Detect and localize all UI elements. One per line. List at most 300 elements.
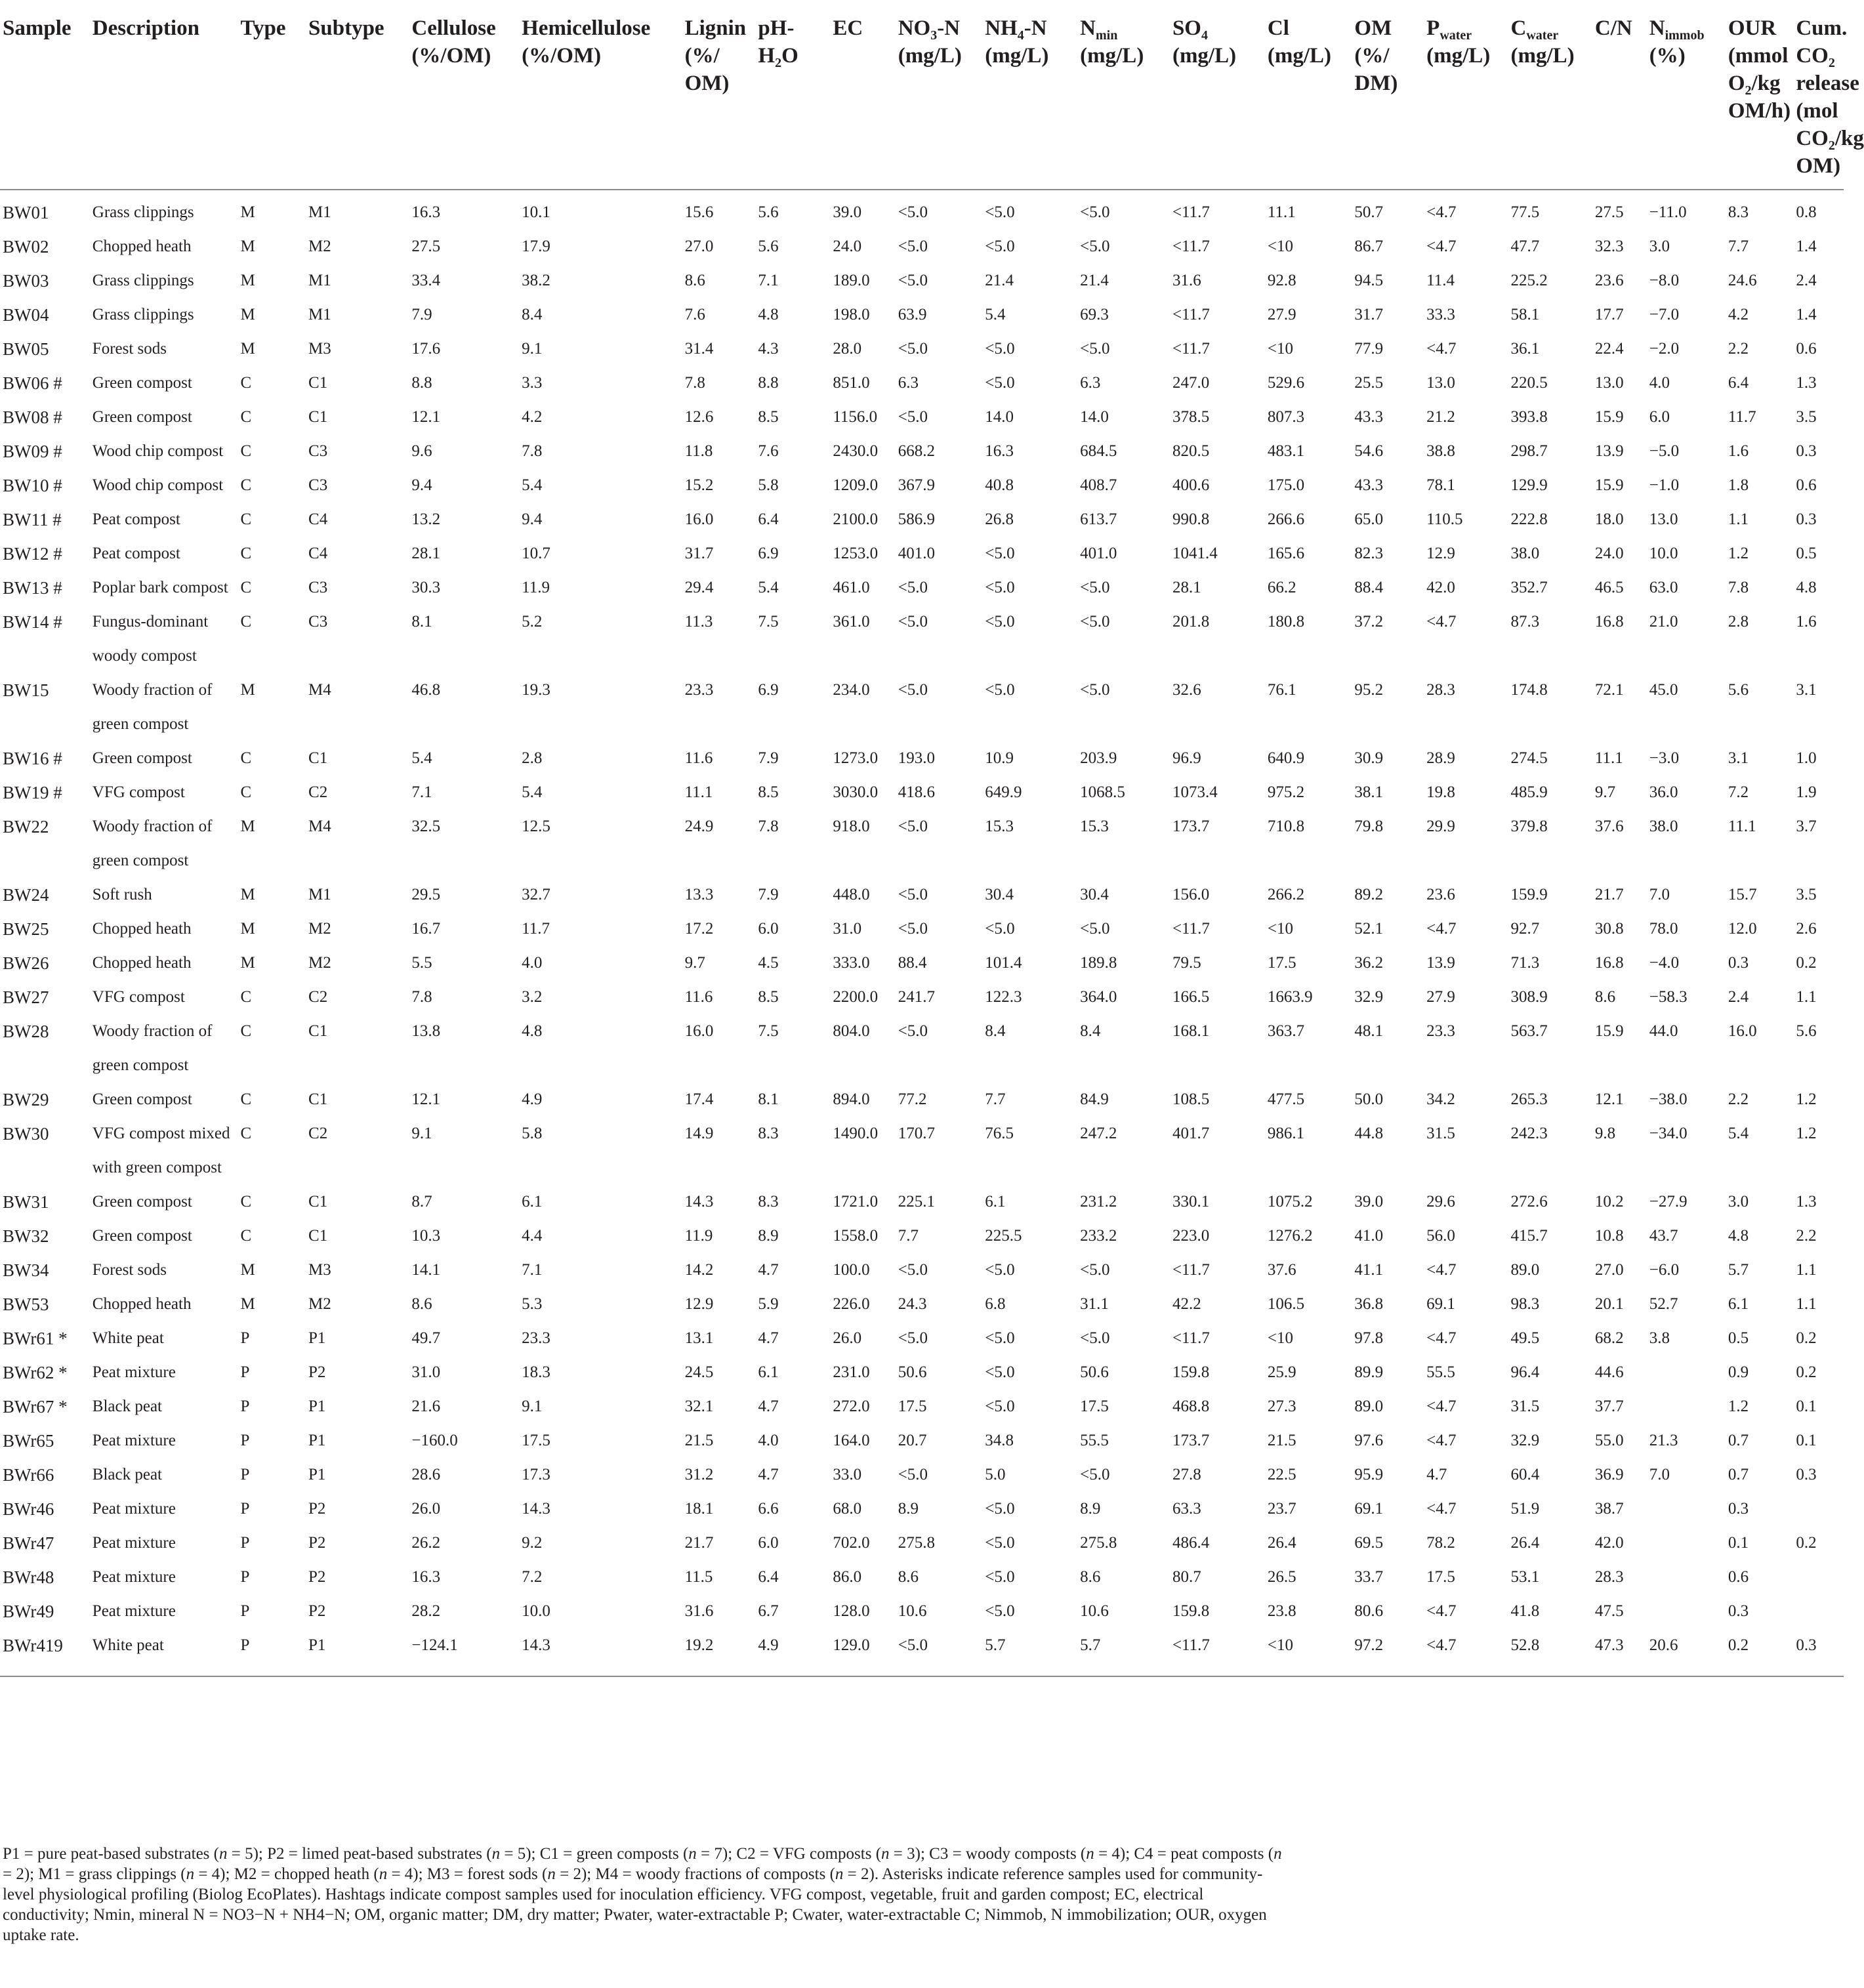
cell-nimmob: 21.0 (1649, 613, 1678, 631)
cell-desc: Peat compost (92, 510, 180, 528)
cell-om: 97.6 (1354, 1432, 1384, 1449)
cell-ph: 8.8 (758, 374, 779, 392)
cell-co2: 1.1 (1796, 1261, 1817, 1279)
cell-pwater: 55.5 (1426, 1363, 1455, 1381)
cell-hemicellulose: 6.1 (522, 1193, 543, 1211)
col-header-so4: $SO_4$ (mg/L) (1172, 0, 1268, 190)
cell-ec: 1490.0 (833, 1125, 879, 1142)
cell-om: 69.1 (1354, 1500, 1384, 1518)
table-row (0, 1083, 1844, 1117)
cell-om: 52.1 (1354, 920, 1384, 938)
cell-om: 89.2 (1354, 886, 1384, 903)
cell-our: 24.6 (1728, 272, 1757, 289)
cell-ec: 1253.0 (833, 545, 879, 562)
cell-no3: 275.8 (898, 1534, 935, 1552)
cell-cwater: 26.4 (1510, 1534, 1540, 1552)
cell-nh4: <5.0 (985, 1568, 1015, 1586)
table-row (0, 1424, 1844, 1458)
cell-hemicellulose: 4.9 (522, 1090, 543, 1108)
cell-subtype: M3 (308, 1261, 331, 1279)
cell-no3: 367.9 (898, 476, 935, 494)
cell-so4: 820.5 (1172, 442, 1210, 460)
cell-desc: Peat mixture (92, 1363, 176, 1381)
cell-cn: 20.1 (1594, 1295, 1624, 1313)
cell-cellulose: 13.8 (411, 1022, 441, 1040)
cell-nimmob: −58.3 (1649, 988, 1688, 1006)
cell-nimmob: −27.9 (1649, 1193, 1688, 1211)
cell-om: 95.2 (1354, 681, 1384, 699)
cell-cn: 36.9 (1594, 1466, 1624, 1483)
cell-sample: BW05 (3, 339, 49, 359)
cell-subtype: M1 (308, 306, 331, 323)
cell-cn: 22.4 (1594, 340, 1624, 358)
cell-om: 54.6 (1354, 442, 1384, 460)
cell-so4: 80.7 (1172, 1568, 1201, 1586)
cell-cwater: 53.1 (1510, 1568, 1540, 1586)
cell-ec: 2100.0 (833, 510, 879, 528)
cell-so4: <11.7 (1172, 340, 1210, 358)
cell-om: 39.0 (1354, 1193, 1384, 1211)
cell-ec: 272.0 (833, 1398, 870, 1415)
cell-type: C (240, 749, 252, 767)
cell-pwater: 21.2 (1426, 408, 1455, 426)
cell-om: 89.9 (1354, 1363, 1384, 1381)
cell-type: M (240, 203, 255, 221)
cell-pwater: <4.7 (1426, 1398, 1457, 1415)
cell-so4: 201.8 (1172, 613, 1210, 631)
cell-sample: BW15 (3, 680, 49, 700)
cell-cl: 106.5 (1267, 1295, 1305, 1313)
cell-desc: Green compost (92, 1193, 192, 1211)
cell-cn: 37.6 (1594, 818, 1624, 835)
cell-no3: 10.6 (898, 1602, 927, 1620)
cell-nmin: 364.0 (1080, 988, 1117, 1006)
cell-cellulose: 28.2 (411, 1602, 441, 1620)
cell-our: 7.8 (1728, 579, 1749, 596)
cell-pwater: 110.5 (1426, 510, 1463, 528)
cell-nimmob (1649, 1594, 1728, 1628)
cell-sample: BWr62 * (3, 1363, 68, 1382)
cell-hemicellulose: 14.3 (522, 1500, 550, 1518)
cell-co2: 2.4 (1796, 272, 1817, 289)
table-row (0, 1594, 1844, 1628)
cell-om: 94.5 (1354, 272, 1384, 289)
cell-hemicellulose: 9.2 (522, 1534, 543, 1552)
cell-cl: 1663.9 (1267, 988, 1313, 1006)
cell-cwater: 92.7 (1510, 920, 1540, 938)
cell-nimmob: 63.0 (1649, 579, 1678, 596)
cell-sample: BWr47 (3, 1533, 54, 1553)
cell-sample: BW02 (3, 237, 49, 257)
cell-subtype: M3 (308, 340, 331, 358)
cell-cl: <10 (1267, 920, 1293, 938)
cell-so4: 63.3 (1172, 1500, 1201, 1518)
cell-om: 48.1 (1354, 1022, 1384, 1040)
table-row (0, 1492, 1844, 1526)
col-header-co2: Cum. $CO_2$ release (mol $CO_2/kg$ OM) (1796, 0, 1844, 190)
cell-desc: Chopped heath (92, 238, 192, 255)
cell-nimmob: 7.0 (1649, 1466, 1670, 1483)
cell-lignin: 9.7 (684, 954, 705, 972)
cell-hemicellulose: 5.2 (522, 613, 543, 631)
cell-ec: 28.0 (833, 340, 862, 358)
cell-ph: 6.1 (758, 1363, 779, 1381)
cell-lignin: 12.9 (684, 1295, 714, 1313)
cell-cn: 17.7 (1594, 306, 1624, 323)
cell-nh4: 5.0 (985, 1466, 1006, 1483)
cell-nh4: 6.8 (985, 1295, 1006, 1313)
cell-no3: <5.0 (898, 340, 928, 358)
cell-type: P (240, 1329, 250, 1347)
cell-nmin: 233.2 (1080, 1227, 1117, 1245)
cell-cl: 483.1 (1267, 442, 1305, 460)
cell-co2: 0.5 (1796, 545, 1817, 562)
cell-type: C (240, 783, 252, 801)
cell-nmin: 684.5 (1080, 442, 1117, 460)
cell-nh4: 7.7 (985, 1090, 1006, 1108)
cell-ec: 1558.0 (833, 1227, 879, 1245)
cell-no3: <5.0 (898, 203, 928, 221)
cell-lignin: 29.4 (684, 579, 714, 596)
cell-om: 97.8 (1354, 1329, 1384, 1347)
cell-nimmob (1649, 1390, 1728, 1424)
cell-cellulose: 7.8 (411, 988, 432, 1006)
cell-our: 0.2 (1728, 1628, 1796, 1676)
cell-om: 95.9 (1354, 1466, 1384, 1483)
cell-nmin: 401.0 (1080, 545, 1117, 562)
cell-om: 50.7 (1354, 203, 1384, 221)
cell-no3: <5.0 (898, 1261, 928, 1279)
cell-ph: 8.5 (758, 408, 779, 426)
cell-co2: 0.2 (1796, 1329, 1817, 1347)
cell-nimmob: −8.0 (1649, 272, 1680, 289)
cell-our: 16.0 (1728, 1022, 1757, 1040)
table-row (0, 1356, 1844, 1390)
cell-hemicellulose: 8.4 (522, 306, 543, 323)
cell-pwater: <4.7 (1426, 1329, 1457, 1347)
cell-cellulose: 28.1 (411, 545, 441, 562)
cell-cl: 710.8 (1267, 818, 1305, 835)
cell-subtype: C1 (308, 408, 328, 426)
cell-cwater: 159.9 (1510, 886, 1548, 903)
cell-ph: 4.7 (758, 1329, 779, 1347)
cell-ph: 7.6 (758, 442, 779, 460)
cell-subtype: P1 (308, 1628, 411, 1676)
cell-cwater: 96.4 (1510, 1363, 1540, 1381)
cell-cellulose: 7.9 (411, 306, 432, 323)
cell-subtype: P1 (308, 1432, 326, 1449)
cell-pwater: <4.7 (1426, 238, 1457, 255)
cell-cn: 9.8 (1594, 1125, 1616, 1142)
cell-desc: Peat mixture (92, 1500, 176, 1518)
cell-cn: 47.5 (1594, 1602, 1624, 1620)
cell-desc: Green compost (92, 1227, 192, 1245)
cell-subtype: C3 (308, 442, 328, 460)
cell-hemicellulose: 23.3 (522, 1329, 550, 1347)
cell-no3: <5.0 (898, 920, 928, 938)
cell-our: 5.6 (1728, 681, 1749, 699)
cell-desc: Poplar bark compost (92, 579, 228, 596)
cell-no3: <5.0 (898, 238, 928, 255)
cell-om: 88.4 (1354, 579, 1384, 596)
cell-no3: 401.0 (898, 545, 935, 562)
cell-om: 37.2 (1354, 613, 1384, 631)
cell-cl: <10 (1267, 340, 1293, 358)
cell-subtype: P2 (308, 1363, 326, 1381)
cell-cl: 529.6 (1267, 374, 1305, 392)
cell-subtype: C1 (308, 1193, 328, 1211)
cell-sample: BW19 # (3, 783, 62, 802)
cell-nimmob: 3.0 (1649, 238, 1670, 255)
cell-desc: White peat (92, 1329, 164, 1347)
cell-pwater: <4.7 (1426, 1261, 1457, 1279)
cell-co2: 1.2 (1796, 1090, 1817, 1108)
cell-hemicellulose: 5.4 (522, 476, 543, 494)
cell-ec: 164.0 (833, 1432, 870, 1449)
cell-om: 77.9 (1354, 340, 1384, 358)
cell-cn: 46.5 (1594, 579, 1624, 596)
cell-type: M (240, 920, 255, 938)
table-row (0, 503, 1844, 537)
cell-nmin: <5.0 (1080, 1329, 1110, 1347)
table-row (0, 190, 1844, 230)
cell-ph: 7.5 (758, 1022, 779, 1040)
cell-so4: 96.9 (1172, 749, 1201, 767)
cell-hemicellulose: 9.1 (522, 340, 543, 358)
cell-lignin: 7.8 (684, 374, 705, 392)
cell-co2 (1796, 1492, 1844, 1526)
cell-ec: 100.0 (833, 1261, 870, 1279)
cell-pwater: <4.7 (1426, 1500, 1457, 1518)
cell-subtype: P1 (308, 1466, 326, 1483)
cell-ph: 5.9 (758, 1295, 779, 1313)
cell-lignin: 17.4 (684, 1090, 714, 1108)
cell-our: 0.3 (1728, 1500, 1749, 1518)
cell-ec: 26.0 (833, 1329, 862, 1347)
cell-so4: 168.1 (1172, 1022, 1210, 1040)
cell-pwater: 31.5 (1426, 1125, 1455, 1142)
cell-co2: 0.6 (1796, 340, 1817, 358)
cell-cl: 266.6 (1267, 510, 1305, 528)
cell-so4: 32.6 (1172, 681, 1201, 699)
cell-sample: BW53 (3, 1294, 49, 1314)
cell-nh4: 122.3 (985, 988, 1022, 1006)
col-header-lignin: Lignin (%/ OM) (685, 0, 758, 190)
cell-cn: 8.6 (1594, 988, 1616, 1006)
cell-lignin: 31.6 (684, 1602, 714, 1620)
cell-pwater: 23.6 (1426, 886, 1455, 903)
cell-ec: 86.0 (833, 1568, 862, 1586)
cell-ph: 5.6 (758, 203, 779, 221)
cell-cellulose: 12.1 (411, 408, 441, 426)
cell-so4: 1073.4 (1172, 783, 1218, 801)
cell-desc: Wood chip compost (92, 442, 224, 460)
cell-cn: 12.1 (1594, 1090, 1624, 1108)
cell-nmin: 231.2 (1080, 1193, 1117, 1211)
cell-nimmob: 13.0 (1649, 510, 1678, 528)
cell-ec: 31.0 (833, 920, 862, 938)
cell-subtype: C2 (308, 783, 328, 801)
cell-om: 43.3 (1354, 476, 1384, 494)
cell-cellulose: 21.6 (411, 1398, 441, 1415)
cell-ph: 6.0 (758, 920, 779, 938)
cell-cellulose: 46.8 (411, 681, 441, 699)
table-row (0, 366, 1844, 400)
cell-subtype: P2 (308, 1534, 326, 1552)
cell-cwater: 129.9 (1510, 476, 1548, 494)
cell-type: M (240, 272, 255, 289)
cell-cellulose: 28.6 (411, 1466, 441, 1483)
cell-subtype: P1 (308, 1398, 326, 1415)
cell-nmin: 203.9 (1080, 749, 1117, 767)
cell-so4: 1041.4 (1172, 545, 1218, 562)
cell-hemicellulose: 9.4 (522, 510, 543, 528)
cell-hemicellulose: 11.9 (522, 579, 550, 596)
cell-no3: 8.9 (898, 1500, 919, 1518)
cell-ec: 198.0 (833, 306, 870, 323)
cell-our: 0.5 (1728, 1329, 1749, 1347)
cell-ec: 24.0 (833, 238, 862, 255)
cell-pwater: 69.1 (1426, 1295, 1455, 1313)
cell-sample: BW03 (3, 271, 49, 291)
cell-cn: 47.3 (1595, 1628, 1649, 1676)
cell-desc: Chopped heath (92, 954, 192, 972)
cell-desc: Wood chip compost (92, 476, 224, 494)
col-header-pwater: $P_{water}$ (mg/L) (1426, 0, 1510, 190)
cell-cn: 24.0 (1594, 545, 1624, 562)
cell-no3: 170.7 (898, 1125, 935, 1142)
cell-subtype: C2 (308, 1125, 328, 1142)
cell-sample: BWr65 (3, 1431, 54, 1451)
cell-our: 1.6 (1728, 442, 1749, 460)
cell-subtype: C4 (308, 510, 328, 528)
cell-cl: 975.2 (1267, 783, 1305, 801)
cell-nmin: 31.1 (1080, 1295, 1109, 1313)
table-row (0, 1287, 1844, 1321)
cell-nmin: 275.8 (1080, 1534, 1117, 1552)
cell-hemicellulose: 17.3 (522, 1466, 550, 1483)
cell-cwater: 393.8 (1510, 408, 1548, 426)
cell-nimmob: −11.0 (1649, 203, 1687, 221)
cell-pwater: 78.2 (1426, 1534, 1455, 1552)
cell-cl: 17.5 (1267, 954, 1296, 972)
cell-nmin: 6.3 (1080, 374, 1101, 392)
cell-cl: 21.5 (1267, 1432, 1296, 1449)
cell-our: 0.3 (1728, 954, 1749, 972)
cell-lignin: 32.1 (684, 1398, 714, 1415)
cell-lignin: 31.4 (684, 340, 714, 358)
cell-ph: 6.7 (758, 1602, 779, 1620)
cell-nmin: 1068.5 (1080, 783, 1125, 801)
cell-no3: <5.0 (898, 1628, 985, 1676)
cell-nmin: 30.4 (1080, 886, 1109, 903)
cell-so4: 159.8 (1172, 1363, 1210, 1381)
cell-cn: 18.0 (1594, 510, 1624, 528)
cell-nimmob: 44.0 (1649, 1022, 1678, 1040)
cell-type: M (240, 954, 255, 972)
cell-lignin: 13.1 (684, 1329, 714, 1347)
cell-co2: 0.3 (1796, 442, 1817, 460)
cell-cellulose: 8.8 (411, 374, 432, 392)
cell-ec: 39.0 (833, 203, 862, 221)
cell-cellulose: 8.7 (411, 1193, 432, 1211)
cell-nh4: <5.0 (985, 1534, 1015, 1552)
cell-nh4: 10.9 (985, 749, 1014, 767)
cell-nh4: <5.0 (985, 681, 1015, 699)
cell-ec: 189.0 (833, 272, 870, 289)
cell-subtype: C2 (308, 988, 328, 1006)
cell-nh4: <5.0 (985, 1363, 1015, 1381)
cell-so4: 28.1 (1172, 579, 1201, 596)
cell-our: 4.2 (1728, 306, 1749, 323)
cell-nmin: <5.0 (1080, 1261, 1110, 1279)
cell-co2: 5.6 (1796, 1022, 1817, 1040)
cell-our: 6.4 (1728, 374, 1749, 392)
table-row (0, 1628, 1844, 1676)
cell-ec: 129.0 (833, 1628, 898, 1676)
cell-cl: 1075.2 (1267, 1193, 1313, 1211)
cell-desc: Peat mixture (92, 1602, 176, 1620)
cell-sample: BW08 # (3, 407, 62, 427)
cell-desc: Black peat (92, 1466, 162, 1483)
table-row (0, 605, 1844, 673)
cell-co2: 4.8 (1796, 579, 1817, 596)
cell-cwater: 379.8 (1510, 818, 1548, 835)
cell-desc: White peat (93, 1628, 241, 1676)
cell-nmin: 408.7 (1080, 476, 1117, 494)
cell-so4: 401.7 (1172, 1125, 1210, 1142)
cell-cwater: 265.3 (1510, 1090, 1548, 1108)
cell-nmin: 50.6 (1080, 1363, 1109, 1381)
cell-so4: 42.2 (1172, 1295, 1201, 1313)
cell-co2: 1.1 (1796, 988, 1817, 1006)
cell-cellulose: 9.6 (411, 442, 432, 460)
table-row (0, 537, 1844, 571)
cell-type: M (240, 238, 255, 255)
cell-sample: BW12 # (3, 544, 62, 564)
cell-subtype: P1 (308, 1329, 326, 1347)
cell-co2: 1.1 (1796, 1295, 1817, 1313)
cell-co2: 2.6 (1796, 920, 1817, 938)
cell-our: 0.1 (1728, 1534, 1749, 1552)
cell-no3: <5.0 (898, 681, 928, 699)
table-row (0, 264, 1844, 298)
col-header-cn: C/N (1595, 0, 1649, 190)
cell-our: 2.2 (1728, 340, 1749, 358)
cell-no3: 8.6 (898, 1568, 919, 1586)
cell-cwater: 225.2 (1510, 272, 1548, 289)
cell-sample: BWr66 (3, 1465, 54, 1485)
cell-ph: 8.5 (758, 988, 779, 1006)
cell-ph: 5.8 (758, 476, 779, 494)
table-row (0, 1117, 1844, 1185)
cell-no3: 88.4 (898, 954, 927, 972)
cell-cn: 10.2 (1594, 1193, 1624, 1211)
cell-pwater: 12.9 (1426, 545, 1455, 562)
cell-ec: 1209.0 (833, 476, 879, 494)
cell-sample: BW24 (3, 885, 49, 905)
cell-desc: Forest sods (92, 340, 167, 358)
cell-lignin: 31.7 (684, 545, 714, 562)
cell-ec: 226.0 (833, 1295, 870, 1313)
cell-our: 6.1 (1728, 1295, 1749, 1313)
col-header-ph: pH- $H_2O$ (758, 0, 833, 190)
cell-lignin: 14.2 (684, 1261, 714, 1279)
cell-cellulose: 8.1 (411, 613, 432, 631)
cell-cn: 32.3 (1594, 238, 1624, 255)
cell-cn: 27.5 (1594, 203, 1624, 221)
cell-type: C (240, 1125, 252, 1142)
